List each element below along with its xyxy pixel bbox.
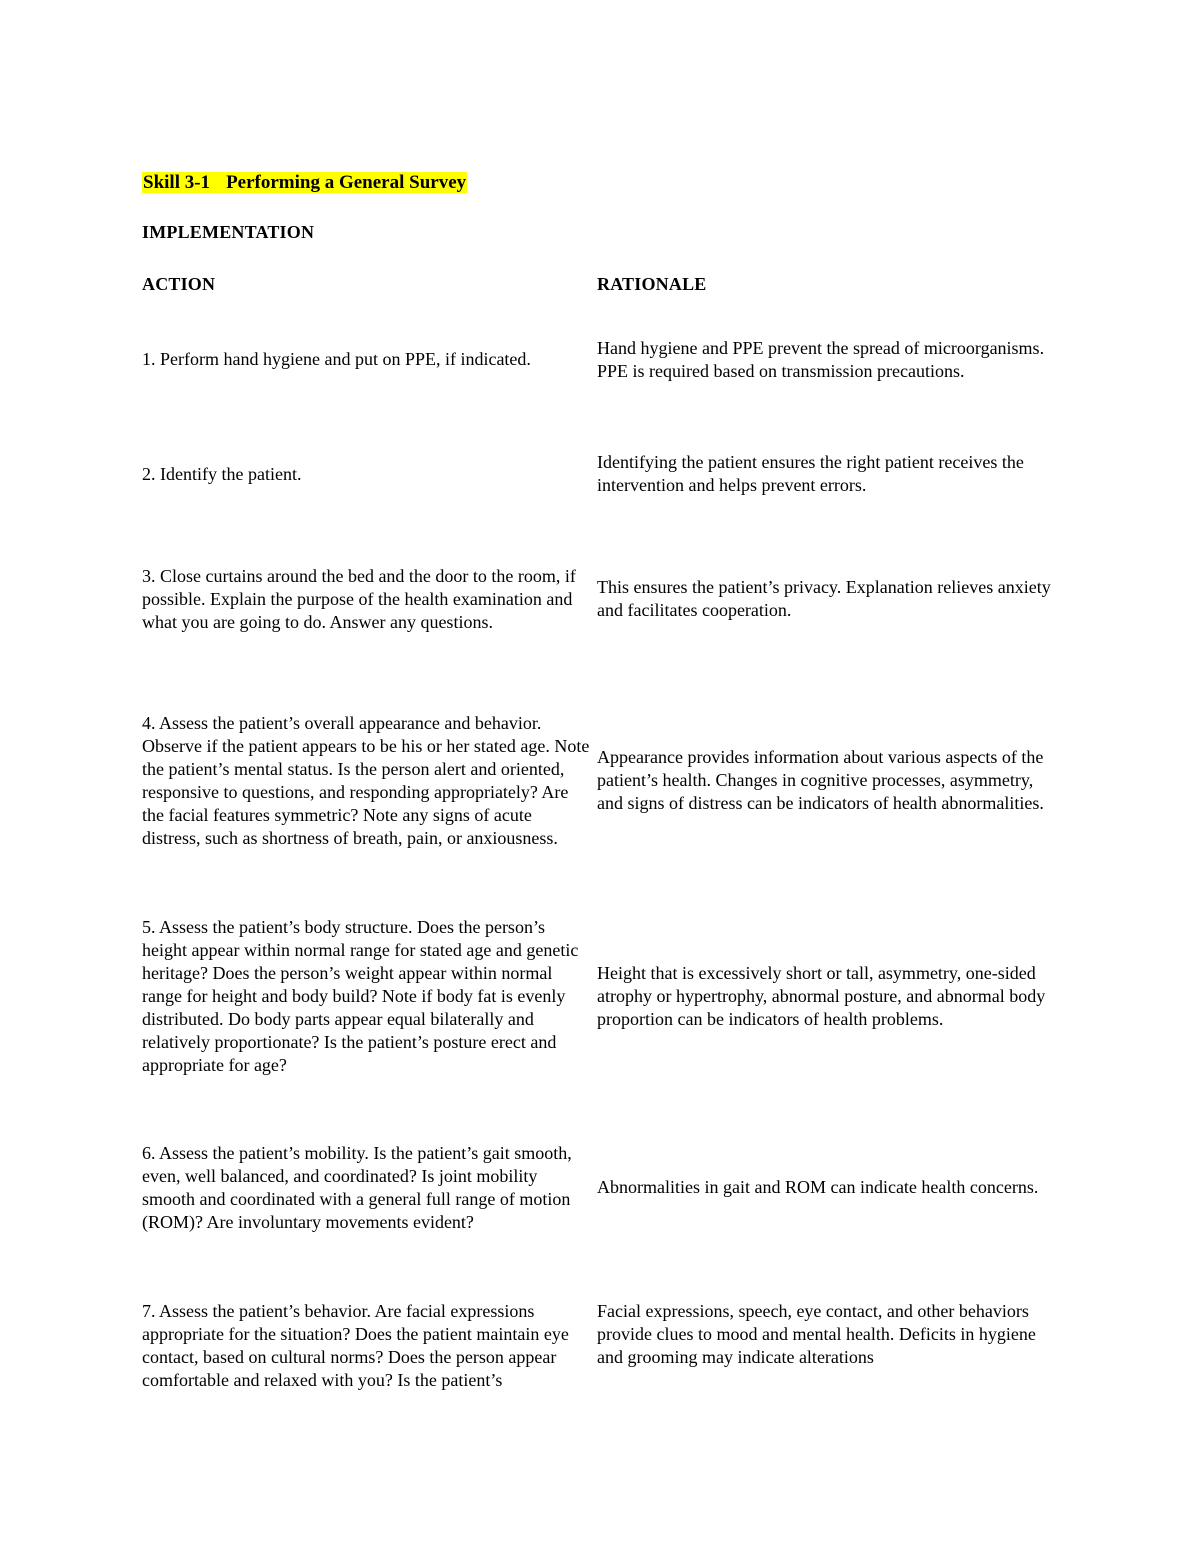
action-cell-3 xyxy=(142,553,594,645)
rationale-text-7: Facial expressions, speech, eye contact, and other behaviors provide clues to mood and mental health. Deficits in hygiene and grooming may indicate alterations xyxy=(597,1301,1036,1367)
skill-number: Skill 3-1 xyxy=(143,172,211,193)
rationale-cell-7 xyxy=(597,1300,1062,1369)
rationale-cell-5 xyxy=(597,916,1062,1077)
action-text-2: 2. Identify the patient. xyxy=(142,463,302,484)
skill-title-highlight xyxy=(142,172,467,193)
action-cell-4 xyxy=(142,700,594,861)
rationale-text-1: Hand hygiene and PPE prevent the spread of microorganisms. PPE is required based on transmission precautions. xyxy=(597,337,1045,381)
rationale-text-2: Identifying the patient ensures the right patient receives the intervention and helps prevent errors. xyxy=(597,452,1024,495)
rationale-cell-4 xyxy=(597,700,1062,861)
action-cell-1 xyxy=(142,325,594,394)
action-cell-5 xyxy=(142,916,594,1077)
rationale-column-header: RATIONALE xyxy=(597,274,707,294)
action-cell-7 xyxy=(142,1300,594,1392)
rationale-cell-1 xyxy=(597,325,1062,394)
skill-name: Performing a General Survey xyxy=(226,172,467,193)
action-text-3: 3. Close curtains around the bed and the door to the room, if possible. Explain the purpose of the health examination and what you are going to do. Answer any questions. xyxy=(142,565,576,632)
action-text-6: 6. Assess the patient’s mobility. Is the patient’s gait smooth, even, well balanced, and coordinated? Is joint mobility smooth and coordinated with a general full range of motion (ROM)? Are involuntary movements evident? xyxy=(142,1142,572,1232)
rationale-text-4: Appearance provides information about various aspects of the patient’s health. Changes in cognitive processes, asymmetry, and signs of distress can be indicators of health abnormalities. xyxy=(597,747,1044,813)
action-column-header: ACTION xyxy=(142,274,216,294)
rationale-cell-3 xyxy=(597,553,1062,645)
rationale-cell-6 xyxy=(597,1130,1062,1245)
action-text-7: 7. Assess the patient’s behavior. Are facial expressions appropriate for the situation? Does the patient maintain eye contact, based on cultural norms? Does the person appear comfortable and relaxed with you? Is the patient’s xyxy=(142,1301,569,1390)
section-heading: IMPLEMENTATION xyxy=(142,222,315,242)
rationale-text-3: This ensures the patient’s privacy. Explanation relieves anxiety and facilitates cooperation. xyxy=(597,577,1051,620)
skill-title xyxy=(142,170,467,196)
action-text-1: 1. Perform hand hygiene and put on PPE, if indicated. xyxy=(142,349,531,369)
rationale-cell-2 xyxy=(597,451,1062,497)
action-cell-2 xyxy=(142,451,594,497)
action-text-5: 5. Assess the patient’s body structure. Does the person’s height appear within normal range for stated age and genetic heritage? Does the person’s weight appear within normal range for height and body build? Note if body fat is evenly distributed. Do body parts appear equal bilaterally and relatively proportionate? Is the patient’s posture erect and appropriate for age? xyxy=(142,917,579,1075)
action-text-4: 4. Assess the patient’s overall appearance and behavior. Observe if the patient appears to be his or her stated age. Note the patient’s mental status. Is the person alert and oriented, responsive to questions, and responding appropriately? Are the facial features symmetric? Note any signs of acute distress, such as shortness of breath, pain, or anxiousness. xyxy=(142,712,590,848)
action-cell-6 xyxy=(142,1130,594,1245)
rationale-text-6: Abnormalities in gait and ROM can indicate health concerns. xyxy=(597,1177,1039,1197)
rationale-text-5: Height that is excessively short or tall, asymmetry, one-sided atrophy or hypertrophy, abnormal posture, and abnormal body proportion can be indicators of health problems. xyxy=(597,963,1046,1029)
